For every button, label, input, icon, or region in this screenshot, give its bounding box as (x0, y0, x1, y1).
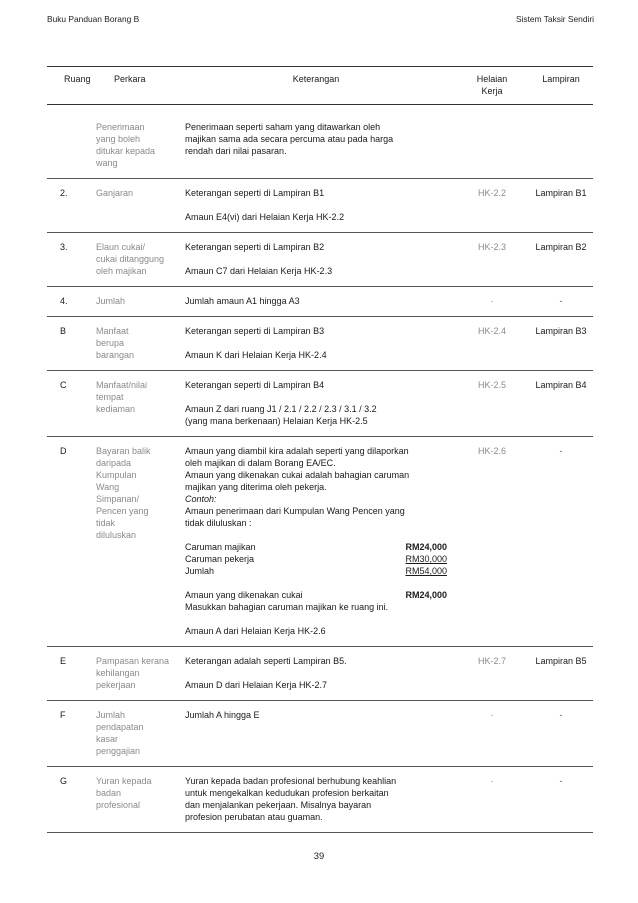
row-description (177, 701, 455, 767)
table-row (47, 701, 593, 767)
row-item (87, 179, 177, 233)
desc-line: Keterangan seperti di Lampiran B4 (185, 380, 325, 390)
desc-line: oleh majikan di dalam Borang EA/EC. (185, 458, 336, 468)
item-line: yang boleh (96, 134, 141, 144)
desc-line: Amaun C7 dari Helaian Kerja HK-2.3 (185, 266, 333, 276)
item-line: kasar (96, 734, 119, 744)
item-line: Kumpulan (96, 470, 137, 480)
row-description (177, 371, 455, 437)
row-number: E (47, 647, 87, 701)
row-number: G (47, 767, 87, 833)
item-line: berupa (96, 338, 125, 348)
row-lampiran: - (529, 437, 593, 647)
row-item (87, 647, 177, 701)
item-line: pekerjaan (96, 680, 136, 690)
item-line: cukai ditanggung (96, 254, 165, 264)
row-item (87, 767, 177, 833)
desc-line: dan menjalankan pekerjaan. Misalnya bayaran (185, 800, 372, 810)
page-number: 39 (313, 850, 325, 861)
example-heading: Contoh: (185, 494, 217, 504)
item-line: badan (96, 788, 122, 798)
item-line: tempat (96, 392, 124, 402)
table-row (47, 647, 593, 701)
row-lampiran: - (529, 767, 593, 833)
item-line: Jumlah (96, 296, 126, 306)
desc-line: Amaun E4(vi) dari Helaian Kerja HK-2.2 (185, 212, 345, 222)
desc-line: majikan yang diterima oleh pekerja. (185, 482, 327, 492)
desc-line: Amaun K dari Helaian Kerja HK-2.4 (185, 350, 327, 360)
row-lampiran (529, 105, 593, 179)
calc-label: Amaun yang dikenakan cukai (185, 590, 303, 600)
desc-line: Yuran kepada badan profesional berhubung keahlian (185, 776, 397, 786)
row-helaian-kerja: HK-2.5 (455, 371, 529, 437)
row-item (87, 701, 177, 767)
item-line: penggajian (96, 746, 141, 756)
item-line: Wang (96, 482, 120, 492)
row-description (177, 233, 455, 287)
row-lampiran: Lampiran B3 (529, 317, 593, 371)
desc-line: (yang mana berkenaan) Helaian Kerja HK-2.5 (185, 416, 368, 426)
table-row (47, 371, 593, 437)
desc-line: untuk mengekalkan kedudukan profesion berkaitan (185, 788, 389, 798)
calc-label: Caruman majikan (185, 542, 256, 552)
desc-line: rendah dari nilai pasaran. (185, 146, 287, 156)
column-header-ruang: Ruang (47, 67, 87, 105)
calc-row-taxed (185, 589, 447, 601)
desc-line: Keterangan adalah seperti Lampiran B5. (185, 656, 347, 666)
table-row (47, 317, 593, 371)
calc-row-jumlah (185, 565, 447, 577)
desc-line: Amaun Z dari ruang J1 / 2.1 / 2.2 / 2.3 / 3.1 / 3.2 (185, 404, 377, 414)
item-line: Pencen yang (96, 506, 149, 516)
column-header-helaian-line2: Kerja (481, 86, 503, 96)
row-item (87, 317, 177, 371)
calc-row-caruman-pekerja (185, 553, 447, 565)
desc-line: Masukkan bahagian caruman majikan ke ruang ini. (185, 602, 389, 612)
item-line: Penerimaan (96, 122, 145, 132)
row-item (87, 233, 177, 287)
row-helaian-kerja: HK-2.7 (455, 647, 529, 701)
row-item (87, 437, 177, 647)
desc-line: Keterangan seperti di Lampiran B1 (185, 188, 325, 198)
desc-line: majikan sama ada secara percuma atau pada harga (185, 134, 394, 144)
row-number (47, 105, 87, 179)
table-header-row (47, 67, 593, 105)
row-lampiran: - (529, 701, 593, 767)
row-lampiran: Lampiran B1 (529, 179, 593, 233)
item-line: kediaman (96, 404, 136, 414)
row-number: 2. (47, 179, 87, 233)
document-header-title: Buku Panduan Borang B (47, 14, 140, 24)
row-helaian-kerja: HK-2.4 (455, 317, 529, 371)
column-header-lampiran: Lampiran (529, 67, 593, 105)
row-helaian-kerja: HK-2.6 (455, 437, 529, 647)
row-description (177, 767, 455, 833)
item-line: ditukar kepada (96, 146, 156, 156)
calc-amount: RM24,000 (405, 590, 447, 600)
row-number: B (47, 317, 87, 371)
column-header-helaian-kerja (455, 67, 529, 105)
calc-label: Jumlah (185, 566, 215, 576)
row-description (177, 179, 455, 233)
desc-line: Keterangan seperti di Lampiran B2 (185, 242, 325, 252)
item-line: kehilangan (96, 668, 140, 678)
calc-amount: RM54,000 (405, 566, 447, 576)
calc-label: Caruman pekerja (185, 554, 255, 564)
row-number: F (47, 701, 87, 767)
row-helaian-kerja (455, 105, 529, 179)
column-header-perkara: Perkara (87, 67, 177, 105)
row-item (87, 105, 177, 179)
example-line: tidak diluluskan : (185, 518, 252, 528)
row-description (177, 287, 455, 317)
item-line: Elaun cukai/ (96, 242, 146, 252)
document-header-system: Sistem Taksir Sendiri (515, 14, 594, 24)
table-row (47, 287, 593, 317)
row-number: C (47, 371, 87, 437)
row-description (177, 105, 455, 179)
example-line: Amaun penerimaan dari Kumpulan Wang Pencen yang (185, 506, 405, 516)
column-header-helaian-line1: Helaian (476, 74, 508, 84)
item-line: Jumlah (96, 710, 126, 720)
desc-line: Amaun yang dikenakan cukai adalah bahagian caruman (185, 470, 410, 480)
calc-amount: RM24,000 (405, 542, 447, 552)
guide-table (47, 66, 593, 833)
row-number: 4. (47, 287, 87, 317)
row-item (87, 287, 177, 317)
item-line: diluluskan (96, 530, 137, 540)
row-description (177, 647, 455, 701)
row-number: D (47, 437, 87, 647)
item-line: Pampasan kerana (96, 656, 170, 666)
calc-amount: RM30,000 (405, 554, 447, 564)
item-line: Yuran kepada (96, 776, 152, 786)
item-line: barangan (96, 350, 135, 360)
item-line: Simpanan/ (96, 494, 140, 504)
item-line: wang (96, 158, 118, 168)
table-row (47, 233, 593, 287)
desc-line: Jumlah amaun A1 hingga A3 (185, 296, 300, 306)
desc-line: Keterangan seperti di Lampiran B3 (185, 326, 325, 336)
row-lampiran: - (529, 287, 593, 317)
row-item (87, 371, 177, 437)
table-row (47, 179, 593, 233)
item-line: Manfaat/nilai (96, 380, 148, 390)
desc-line: Amaun D dari Helaian Kerja HK-2.7 (185, 680, 328, 690)
row-lampiran: Lampiran B5 (529, 647, 593, 701)
desc-line: Jumlah A hingga E (185, 710, 260, 720)
row-lampiran: Lampiran B2 (529, 233, 593, 287)
row-description (177, 437, 455, 647)
table-row (47, 767, 593, 833)
desc-line: Penerimaan seperti saham yang ditawarkan oleh (185, 122, 381, 132)
row-helaian-kerja: HK-2.2 (455, 179, 529, 233)
item-line: Bayaran balik (96, 446, 151, 456)
item-line: oleh majikan (96, 266, 147, 276)
calc-row-caruman-majikan (185, 541, 447, 553)
item-line: pendapatan (96, 722, 144, 732)
row-helaian-kerja: - (455, 287, 529, 317)
item-line: profesional (96, 800, 141, 810)
desc-line: Amaun yang diambil kira adalah seperti yang dilaporkan (185, 446, 409, 456)
item-line: daripada (96, 458, 132, 468)
row-number: 3. (47, 233, 87, 287)
row-helaian-kerja: - (455, 767, 529, 833)
row-description (177, 317, 455, 371)
row-helaian-kerja: HK-2.3 (455, 233, 529, 287)
desc-line: Amaun A dari Helaian Kerja HK-2.6 (185, 626, 326, 636)
item-line: Ganjaran (96, 188, 134, 198)
column-header-keterangan: Keterangan (177, 67, 455, 105)
item-line: Manfaat (96, 326, 129, 336)
row-lampiran: Lampiran B4 (529, 371, 593, 437)
desc-line: profesion perubatan atau guaman. (185, 812, 323, 822)
table-row (47, 437, 593, 647)
table-row (47, 105, 593, 179)
row-helaian-kerja: - (455, 701, 529, 767)
item-line: tidak (96, 518, 116, 528)
